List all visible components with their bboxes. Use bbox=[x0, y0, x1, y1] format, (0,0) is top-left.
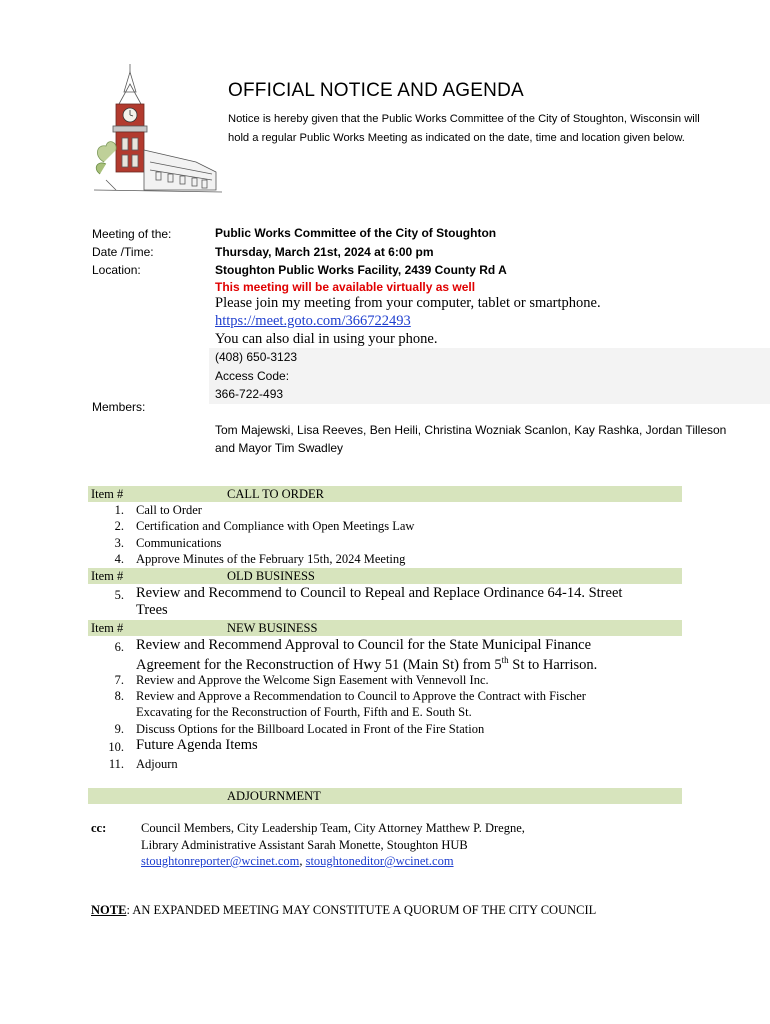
agenda-item-text-cont: Trees bbox=[136, 602, 168, 618]
meeting-datetime: Thursday, March 21st, 2024 at 6:00 pm bbox=[215, 245, 434, 259]
agenda-item-text: Review and Approve a Recommendation to Council to Approve the Contract with Fischer bbox=[136, 689, 586, 703]
agenda-item-text: Review and Recommend to Council to Repeal and Replace Ordinance 64-14. Street bbox=[136, 585, 623, 601]
item-number: 5. bbox=[114, 588, 124, 602]
meeting-of-label: Meeting of the: bbox=[92, 227, 172, 241]
join-instructions: Please join my meeting from your computer, tablet or smartphone. bbox=[215, 295, 601, 311]
page-title: OFFICIAL NOTICE AND AGENDA bbox=[228, 80, 524, 101]
dial-instructions: You can also dial in using your phone. bbox=[215, 331, 438, 347]
location-label: Location: bbox=[92, 263, 141, 277]
item-number: 9. bbox=[114, 722, 124, 736]
section-bar-adjournment bbox=[88, 788, 682, 804]
section-bar-new-business bbox=[88, 620, 682, 636]
date-time-label: Date /Time: bbox=[92, 245, 154, 259]
cc-recipients-line: Library Administrative Assistant Sarah Monette, Stoughton HUB bbox=[141, 838, 468, 852]
agenda-item-text: Review and Approve the Welcome Sign Easement with Vennevoll Inc. bbox=[136, 673, 489, 687]
note-label: NOTE bbox=[91, 903, 127, 917]
email-link-reporter[interactable]: stoughtonreporter@wcinet.com bbox=[141, 854, 300, 868]
dial-in-phone: (408) 650-3123 bbox=[215, 350, 298, 364]
item-number-label: Item # bbox=[91, 487, 124, 501]
item-number: 1. bbox=[114, 503, 124, 517]
access-code-label: Access Code: bbox=[215, 369, 290, 383]
agenda-item-text-cont bbox=[136, 655, 597, 674]
notice-line: Notice is hereby given that the Public Works Committee of the City of Stoughton, Wisconsin will bbox=[228, 113, 700, 125]
members-label: Members: bbox=[92, 400, 146, 414]
agenda-item-text: Certification and Compliance with Open Meetings Law bbox=[136, 519, 415, 533]
notice-line: hold a regular Public Works Meeting as indicated on the date, time and location given below. bbox=[228, 132, 685, 144]
cc-label: cc: bbox=[91, 821, 107, 835]
notice-text bbox=[228, 110, 743, 148]
section-heading: CALL TO ORDER bbox=[227, 487, 324, 501]
meeting-link[interactable]: https://meet.goto.com/366722493 bbox=[215, 313, 411, 329]
agenda-item-text: Review and Recommend Approval to Council for the State Municipal Finance bbox=[136, 637, 592, 653]
access-code-row-bg bbox=[209, 385, 770, 404]
virtual-meeting-note: This meeting will be available virtually as well bbox=[215, 280, 476, 294]
cc-recipients-line: Council Members, City Leadership Team, City Attorney Matthew P. Dregne, bbox=[141, 821, 525, 835]
item-number: 4. bbox=[114, 552, 124, 566]
committee-name: Public Works Committee of the City of Stoughton bbox=[215, 226, 497, 240]
agenda-item-text-part: Agreement for the Reconstruction of Hwy 51 (Main St) from 5 bbox=[136, 656, 502, 673]
section-heading: ADJOURNMENT bbox=[227, 789, 321, 803]
note-text: : AN EXPANDED MEETING MAY CONSTITUTE A QUORUM OF THE CITY COUNCIL bbox=[126, 903, 597, 917]
agenda-item-text: Communications bbox=[136, 536, 222, 550]
agenda-item-text: Discuss Options for the Billboard Located in Front of the Fire Station bbox=[136, 722, 485, 736]
access-label-row-bg bbox=[209, 367, 770, 386]
members-list bbox=[215, 421, 760, 457]
access-code: 366-722-493 bbox=[215, 387, 284, 401]
item-number-label: Item # bbox=[91, 621, 124, 635]
agenda-item-text: Adjourn bbox=[136, 757, 178, 771]
section-heading: OLD BUSINESS bbox=[227, 569, 315, 583]
item-number: 7. bbox=[114, 673, 124, 687]
section-bar-old-business bbox=[88, 568, 682, 584]
item-number: 6. bbox=[114, 640, 124, 654]
agenda-item-text: Future Agenda Items bbox=[136, 737, 258, 753]
quorum-note bbox=[91, 903, 596, 918]
item-number: 11. bbox=[108, 757, 124, 771]
item-number: 3. bbox=[114, 536, 124, 550]
ordinal-suffix: th bbox=[501, 655, 509, 665]
agenda-item-text: Approve Minutes of the February 15th, 2024 Meeting bbox=[136, 552, 406, 566]
section-heading: NEW BUSINESS bbox=[227, 621, 318, 635]
email-link-editor[interactable]: stoughtoneditor@wcinet.com bbox=[305, 854, 454, 868]
item-number-label: Item # bbox=[91, 569, 124, 583]
city-hall-tower-logo bbox=[86, 62, 226, 197]
item-number: 2. bbox=[114, 519, 124, 533]
agenda-item-text-cont: Excavating for the Reconstruction of Fourth, Fifth and E. South St. bbox=[136, 705, 472, 719]
meeting-location: Stoughton Public Works Facility, 2439 County Rd A bbox=[215, 263, 507, 277]
section-bar-call-to-order bbox=[88, 486, 682, 502]
agenda-item-text: Call to Order bbox=[136, 503, 202, 517]
email-separator: , bbox=[299, 854, 306, 868]
item-number: 10. bbox=[108, 740, 124, 754]
item-number: 8. bbox=[114, 689, 124, 703]
members-line: and Mayor Tim Swadley bbox=[215, 441, 344, 455]
cc-emails bbox=[141, 854, 454, 869]
agenda-item-text-part: St to Harrison. bbox=[508, 656, 598, 673]
members-line: Tom Majewski, Lisa Reeves, Ben Heili, Christina Wozniak Scanlon, Kay Rashka, Jordan Tilleson bbox=[215, 423, 727, 437]
